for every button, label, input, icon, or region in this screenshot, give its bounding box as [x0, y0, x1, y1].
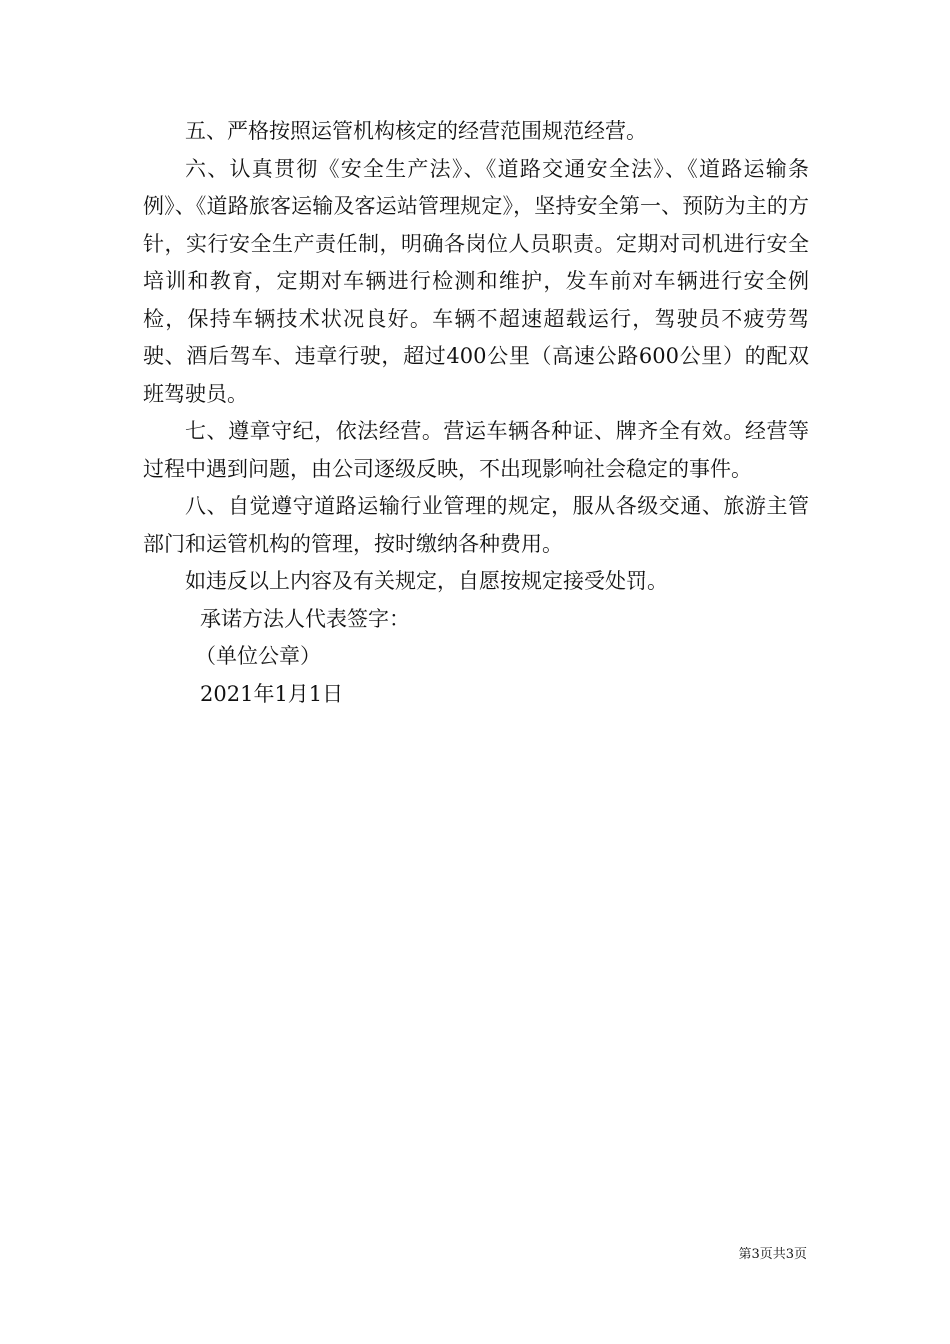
clause-7: 七、遵章守纪，依法经营。营运车辆各种证、牌齐全有效。经营等过程中遇到问题，由公司逐级反映，不出现影响社会稳定的事件。: [143, 419, 809, 481]
clause-5: 五、严格按照运管机构核定的经营范围规范经营。: [185, 119, 647, 143]
document-date: 2021年1月1日: [200, 681, 344, 706]
stamp-label: （单位公章）: [195, 644, 321, 668]
clause-8: 八、自觉遵守道路运输行业管理的规定，服从各级交通、旅游主管部门和运管机构的管理，按时缴纳各种费用。: [143, 494, 809, 556]
signature-label: 承诺方法人代表签字：: [200, 606, 410, 631]
penalty-statement: 如违反以上内容及有关规定，自愿按规定接受处罚。: [185, 569, 668, 593]
clause-6: 六、认真贯彻《安全生产法》、《道路交通安全法》、《道路运输条例》、《道路旅客运输及客运站管理规定》，坚持安全第一、预防为主的方针，实行安全生产责任制，明确各岗位人员职责。定期对司机进行安全培训和教育，定期对车辆进行检测和维护，发车前对车辆进行安全例检，保持车辆技术状况良好。车辆不超速超载运行，驾驶员不疲劳驾驶、酒后驾车、违章行驶，超过400公里（高速公路600公里）的配双班驾驶员。: [143, 156, 809, 406]
document-body: [143, 113, 809, 713]
page-number-footer: 第3页共3页: [738, 1247, 807, 1262]
